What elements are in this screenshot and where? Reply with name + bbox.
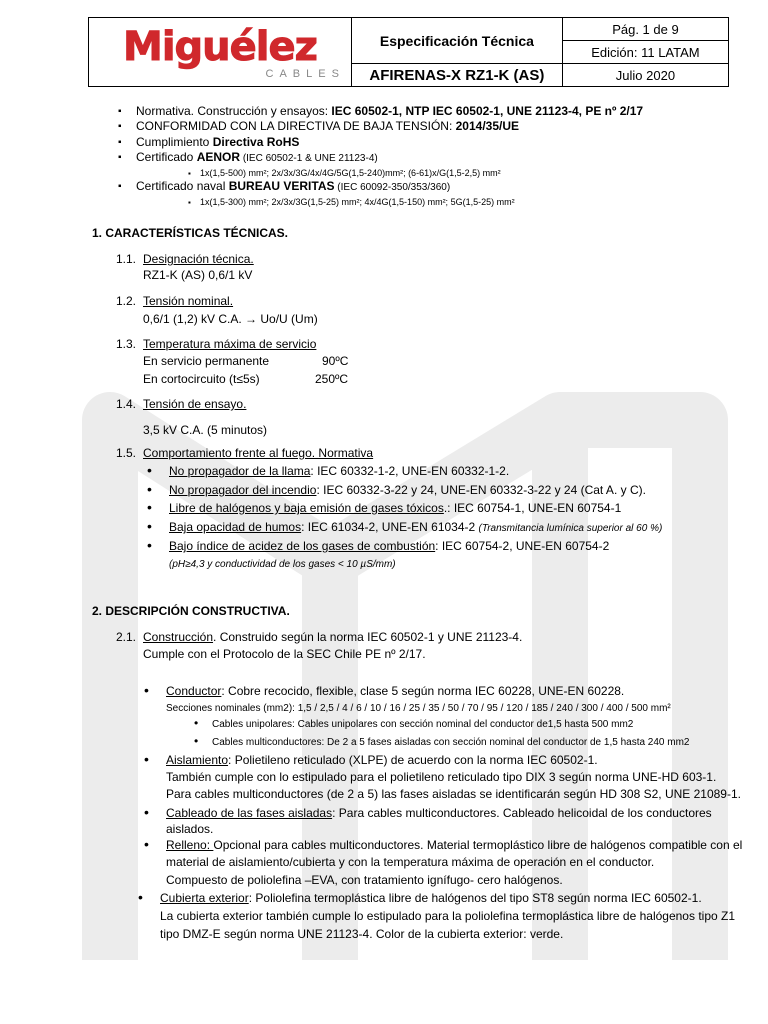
item-number: 1.3. xyxy=(116,337,137,351)
item-title: Temperatura máxima de servicio xyxy=(143,337,317,351)
document-type: Especificación Técnica xyxy=(351,18,562,64)
item-number: 1.1. xyxy=(116,252,137,266)
page-number: Pág. 1 de 9 xyxy=(562,18,728,41)
construction-item: • Cubierta exterior: Poliolefina termoplástica libre de halógenos del tipo ST8 según norma IEC 60502-1. xyxy=(160,891,702,906)
construction-item: • Cableado de las fases aisladas: Para cables multiconductores. Cableado helicoidal de los conductores xyxy=(166,806,712,821)
item-text: Compuesto de poliolefina –EVA, con tratamiento ignífugo- cero halógenos. xyxy=(166,873,563,887)
item-title: Tensión de ensayo. xyxy=(143,397,247,411)
item-title: Comportamiento frente al fuego. Normativa xyxy=(143,446,374,460)
norm-item: ▪ Normativa. Construcción y ensayos: IEC 60502-1, NTP IEC 60502-1, UNE 21123-4, PE nº 2/17 xyxy=(136,104,643,119)
item-text: Para cables multiconductores (de 2 a 5) las fases aisladas se identificarán según HD 308 S2, UNE 21089-1. xyxy=(166,787,741,801)
item-number: 1.5. xyxy=(116,446,137,460)
norm-item: ▪ Certificado AENOR (IEC 60502-1 & UNE 21123-4) xyxy=(136,150,378,166)
fire-item: • Bajo índice de acidez de los gases de combustión: IEC 60754-2, UNE-EN 60754-2 xyxy=(169,539,609,554)
fire-item: • No propagador del incendio: IEC 60332-3-22 y 24, UNE-EN 60332-3-22 y 24 (Cat A. y C). xyxy=(169,483,646,498)
item-text: 3,5 kV C.A. (5 minutos) xyxy=(143,423,268,437)
item-number: 1.4. xyxy=(116,397,137,411)
item-text: 0,6/1 (1,2) kV C.A. → Uo/U (Um) xyxy=(143,312,318,326)
construction-item: • Relleno: Opcional para cables multiconductores. Material termoplástico libre de halógenos compatible con el xyxy=(166,838,742,853)
fire-note: (pH≥4,3 y conductividad de los gases < 10 µS/mm) xyxy=(169,559,396,570)
edition: Edición: 11 LATAM xyxy=(562,41,728,64)
item-title: Tensión nominal. xyxy=(143,294,234,308)
temp-label: En servicio permanente xyxy=(143,354,270,368)
temp-value: 90ºC xyxy=(322,354,349,368)
section-heading: 2. DESCRIPCIÓN CONSTRUCTIVA. xyxy=(92,604,290,618)
norm-subitem: ▪ 1x(1,5-500) mm²; 2x/3x/3G/4x/4G/5G(1,5-240)mm²; (6-61)x/G(1,5-2,5) mm² xyxy=(200,166,501,181)
issue-date: Julio 2020 xyxy=(562,64,728,87)
item-text: tipo DMZ-E según norma UNE 21123-4. Color de la cubierta exterior: verde. xyxy=(160,927,564,941)
document-header xyxy=(88,17,729,87)
logo-wordmark: Miguélez xyxy=(123,24,317,70)
item-text: Cumple con el Protocolo de la SEC Chile PE nº 2/17. xyxy=(143,647,426,661)
sections-list: Secciones nominales (mm2): 1,5 / 2,5 / 4 / 6 / 10 / 16 / 25 / 35 / 50 / 70 / 95 / 120 / 185 / 240 / 300 / 400 / 500 mm² xyxy=(166,703,671,714)
item-title: Construcción. Construido según la norma IEC 60502-1 y UNE 21123-4. xyxy=(143,630,523,644)
norm-subitem: ▪ 1x(1,5-300) mm²; 2x/3x/3G(1,5-25) mm²; 4x/4G(1,5-150) mm²; 5G(1,5-25) mm² xyxy=(200,195,515,210)
temp-label: En cortocircuito (t≤5s) xyxy=(143,372,260,386)
item-number: 1.2. xyxy=(116,294,137,308)
temp-value: 250ºC xyxy=(315,372,349,386)
item-text: RZ1-K (AS) 0,6/1 kV xyxy=(143,268,253,282)
fire-item: • No propagador de la llama: IEC 60332-1-2, UNE-EN 60332-1-2. xyxy=(169,464,509,479)
item-text: También cumple con lo estipulado para el polietileno reticulado tipo DIX 3 según norma UNE-HD 603-1. xyxy=(166,770,717,784)
company-logo xyxy=(89,18,352,87)
section-heading: 1. CARACTERÍSTICAS TÉCNICAS. xyxy=(92,226,289,240)
sub-item: • Cables multiconductores: De 2 a 5 fases aisladas con sección nominal del conductor de 1,5 hasta 240 mm2 xyxy=(212,735,690,750)
fire-item: • Baja opacidad de humos: IEC 61034-2, UNE-EN 61034-2 (Transmitancia lumínica superior al 60 %) xyxy=(169,520,662,536)
item-number: 2.1. xyxy=(116,630,137,644)
norm-item: ▪ Cumplimiento Directiva RoHS xyxy=(136,135,299,150)
sub-item: • Cables unipolares: Cables unipolares con sección nominal del conductor de1,5 hasta 500 mm2 xyxy=(212,717,633,732)
item-text: La cubierta exterior también cumple lo estipulado para la poliolefina termoplástica libre de halógenos tipo Z1 xyxy=(160,909,736,923)
fire-item: • Libre de halógenos y baja emisión de gases tóxicos.: IEC 60754-1, UNE-EN 60754-1 xyxy=(169,501,621,516)
product-name: AFIRENAS-X RZ1-K (AS) xyxy=(351,64,562,87)
item-title: Designación técnica. xyxy=(143,252,254,266)
norm-item: ▪ Certificado naval BUREAU VERITAS (IEC 60092-350/353/360) xyxy=(136,179,450,195)
construction-item: • Aislamiento: Polietileno reticulado (XLPE) de acuerdo con la norma IEC 60502-1. xyxy=(166,753,598,768)
logo-subtitle: CABLES xyxy=(265,68,345,80)
item-text: aislados. xyxy=(166,822,214,836)
item-text: material de aislamiento/cubierta y con la temperatura máxima de operación en el conductor. xyxy=(166,855,655,869)
norm-item: ▪ CONFORMIDAD CON LA DIRECTIVA DE BAJA TENSIÓN: 2014/35/UE xyxy=(136,119,519,134)
construction-item: • Conductor: Cobre recocido, flexible, clase 5 según norma IEC 60228, UNE-EN 60228. xyxy=(166,684,624,699)
